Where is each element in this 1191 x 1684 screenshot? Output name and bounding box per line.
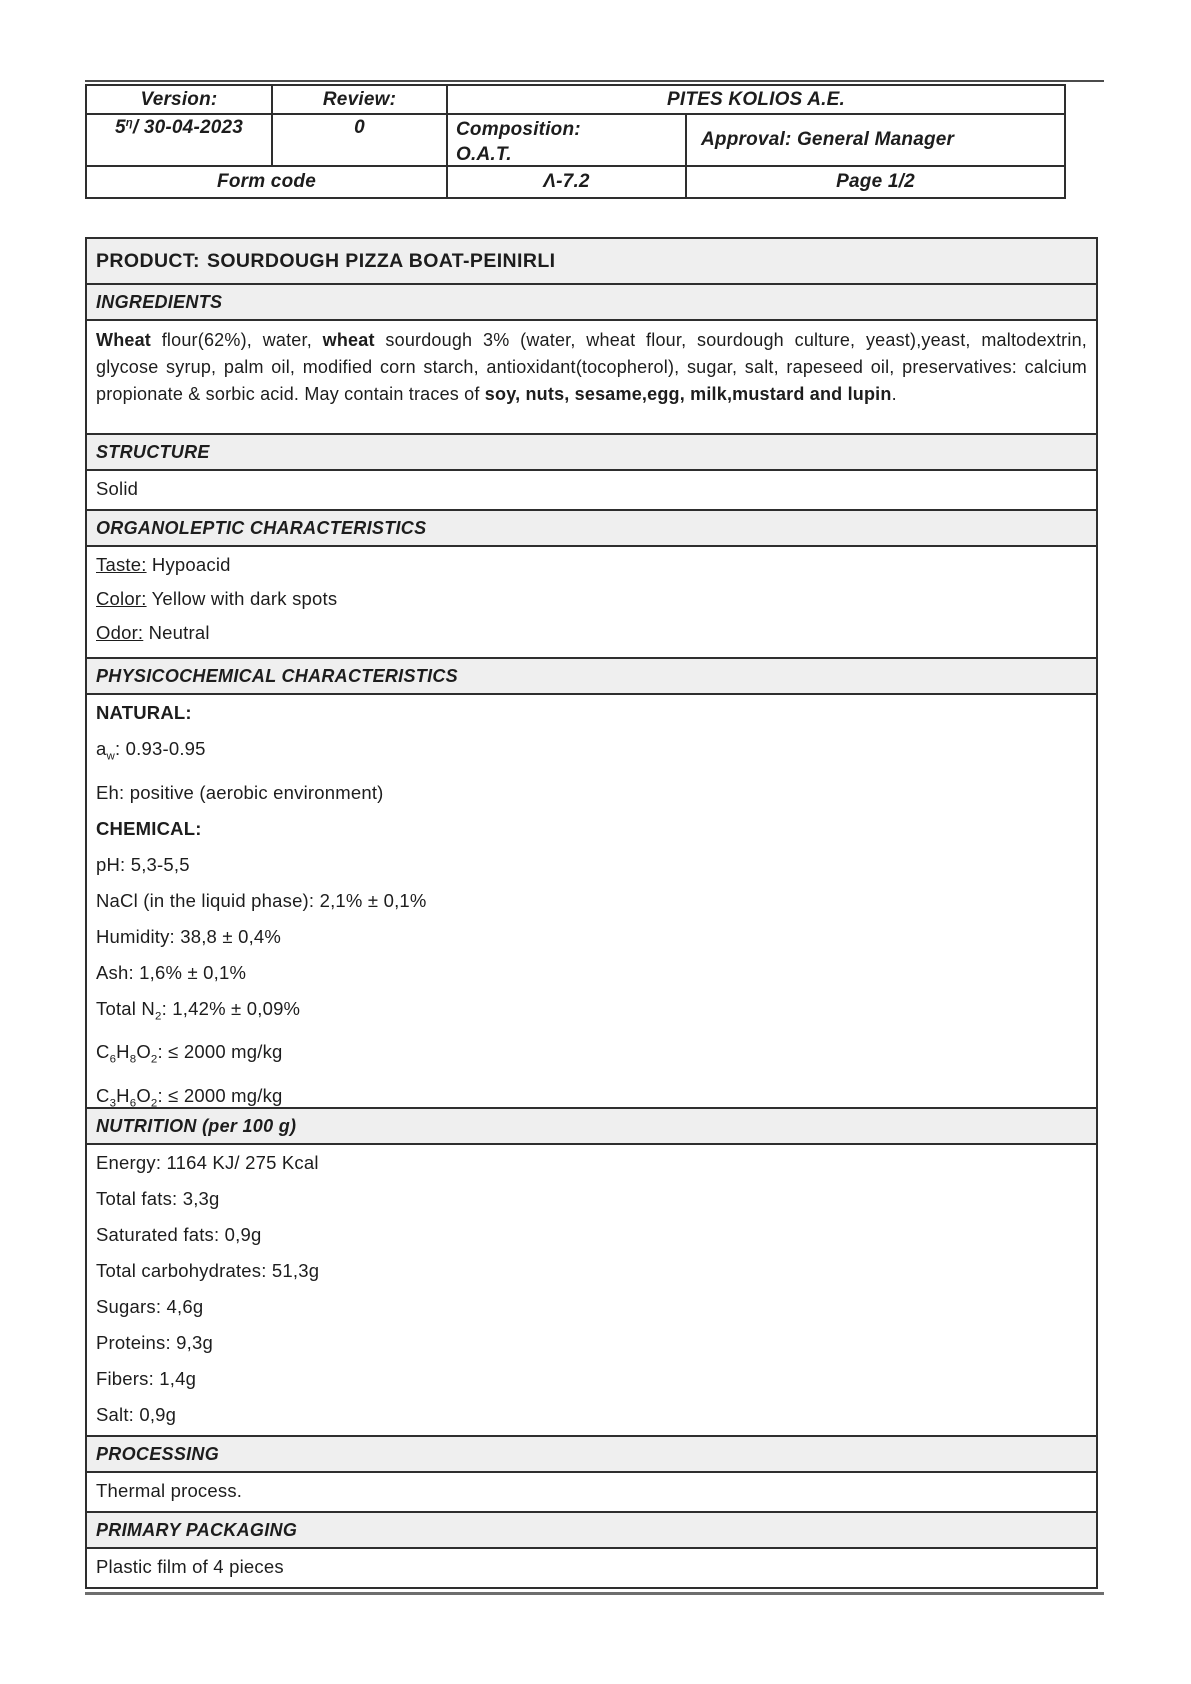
product-label: PRODUCT: bbox=[96, 249, 200, 272]
text-segment: Wheat bbox=[96, 330, 151, 350]
text-segment: 6 bbox=[109, 1054, 117, 1067]
text-line bbox=[96, 855, 1086, 875]
section-header-structure: STRUCTURE bbox=[87, 433, 1096, 469]
text-segment: Total N bbox=[96, 997, 155, 1019]
text-line bbox=[96, 1042, 1086, 1070]
text-line bbox=[96, 1333, 1086, 1353]
text-segment: C bbox=[96, 1085, 110, 1107]
text-segment: Thermal process. bbox=[96, 1480, 243, 1501]
text-segment: 5 bbox=[114, 117, 126, 138]
text-line bbox=[96, 703, 1086, 723]
text-segment: Proteins: 9,3g bbox=[96, 1332, 213, 1353]
text-line bbox=[96, 1481, 1086, 1501]
product-name: SOURDOUGH PIZZA BOAT-PEINIRLI bbox=[206, 249, 556, 272]
text-segment: O bbox=[136, 1041, 151, 1063]
text-line bbox=[96, 1557, 1086, 1577]
text-segment: Yellow with dark spots bbox=[146, 588, 338, 609]
text-segment: Saturated fats: 0,9g bbox=[96, 1224, 262, 1245]
text-segment: H bbox=[116, 1041, 130, 1063]
text-segment: soy, nuts, sesame,egg, milk,mustard and lupin bbox=[484, 384, 892, 404]
text-segment: 8 bbox=[129, 1054, 137, 1067]
text-line bbox=[96, 555, 1086, 575]
text-segment: 3 bbox=[109, 1097, 117, 1107]
text-line bbox=[96, 1225, 1086, 1245]
text-segment: a bbox=[96, 738, 107, 759]
text-segment: Odor: bbox=[96, 622, 144, 643]
text-line bbox=[96, 1189, 1086, 1209]
text-segment: NATURAL: bbox=[96, 702, 192, 723]
version-value bbox=[87, 115, 273, 167]
review-value: 0 bbox=[273, 115, 448, 167]
text-segment: w bbox=[106, 750, 115, 763]
text-segment: : 0.93-0.95 bbox=[114, 738, 206, 759]
nutrition-text bbox=[87, 1143, 1096, 1435]
text-segment: NaCl (in the liquid phase): 2,1% ± 0,1% bbox=[96, 889, 427, 911]
approval-value: Approval: General Manager bbox=[687, 115, 1064, 167]
text-segment: Eh: positive (aerobic environment) bbox=[96, 781, 384, 803]
text-segment: Total fats: 3,3g bbox=[96, 1188, 220, 1209]
form-header-table bbox=[85, 84, 1066, 199]
form-code-value: Λ-7.2 bbox=[448, 167, 687, 197]
text-segment: Fibers: 1,4g bbox=[96, 1368, 197, 1389]
top-frame-rule bbox=[85, 80, 1104, 82]
text-line bbox=[96, 783, 1086, 803]
text-segment: Hypoacid bbox=[146, 554, 231, 575]
text-line bbox=[96, 1297, 1086, 1317]
text-segment: : 1,42% ± 0,09% bbox=[161, 997, 301, 1019]
page-number: Page 1/2 bbox=[836, 171, 915, 192]
text-line bbox=[96, 1405, 1086, 1425]
product-spec-table bbox=[85, 237, 1098, 1589]
composition-value bbox=[448, 115, 687, 167]
section-header-organoleptic: ORGANOLEPTIC CHARACTERISTICS bbox=[87, 509, 1096, 545]
text-line bbox=[96, 479, 1086, 499]
text-segment: 2 bbox=[150, 1054, 158, 1067]
structure-text bbox=[87, 469, 1096, 509]
bottom-frame-rule bbox=[85, 1592, 1104, 1595]
text-segment: Sugars: 4,6g bbox=[96, 1296, 204, 1317]
text-segment: Color: bbox=[96, 588, 147, 609]
form-code-label: Form code bbox=[87, 167, 448, 197]
text-segment: Taste: bbox=[96, 554, 147, 575]
organoleptic-text bbox=[87, 545, 1096, 657]
text-segment: : ≤ 2000 mg/kg bbox=[157, 1085, 283, 1107]
product-row bbox=[87, 239, 1096, 283]
version-label: Version: bbox=[87, 86, 273, 115]
text-line bbox=[96, 589, 1086, 609]
text-segment: Salt: 0,9g bbox=[96, 1404, 177, 1425]
text-segment: Ash: 1,6% ± 0,1% bbox=[96, 961, 247, 983]
text-line bbox=[96, 927, 1086, 947]
text-segment: wheat bbox=[322, 330, 375, 350]
text-line bbox=[96, 999, 1086, 1027]
physicochemical-text bbox=[87, 693, 1096, 1107]
text-line bbox=[96, 1086, 1086, 1107]
composition-line-1: Composition: bbox=[456, 119, 581, 140]
text-line bbox=[96, 623, 1086, 643]
text-line bbox=[96, 963, 1086, 983]
text-line bbox=[96, 819, 1086, 839]
text-segment: Plastic film of 4 pieces bbox=[96, 1556, 284, 1577]
text-segment: η bbox=[125, 117, 133, 129]
text-segment: H bbox=[116, 1085, 130, 1107]
text-segment: : ≤ 2000 mg/kg bbox=[157, 1041, 283, 1063]
composition-line-2: O.A.T. bbox=[456, 144, 512, 165]
text-segment: CHEMICAL: bbox=[96, 817, 202, 839]
text-segment: Humidity: 38,8 ± 0,4% bbox=[96, 925, 282, 947]
text-line bbox=[96, 1369, 1086, 1389]
text-segment: Neutral bbox=[143, 622, 210, 643]
section-header-primary-packaging: PRIMARY PACKAGING bbox=[87, 1511, 1096, 1547]
section-header-processing: PROCESSING bbox=[87, 1435, 1096, 1471]
company-name: PITES KOLIOS A.E. bbox=[448, 86, 1064, 115]
section-header-nutrition: NUTRITION (per 100 g) bbox=[87, 1107, 1096, 1143]
section-header-ingredients: INGREDIENTS bbox=[87, 283, 1096, 319]
text-line bbox=[96, 739, 1086, 767]
text-segment: Energy: 1164 KJ/ 275 Kcal bbox=[96, 1152, 319, 1173]
text-segment: 6 bbox=[129, 1097, 137, 1107]
section-header-physicochemical: PHYSICOCHEMICAL CHARACTERISTICS bbox=[87, 657, 1096, 693]
text-segment: Solid bbox=[96, 478, 139, 499]
processing-text bbox=[87, 1471, 1096, 1511]
review-label: Review: bbox=[273, 86, 448, 115]
text-segment: / 30-04-2023 bbox=[132, 117, 244, 138]
text-segment: . bbox=[891, 384, 897, 404]
primary-packaging-text bbox=[87, 1547, 1096, 1587]
text-segment: 2 bbox=[150, 1097, 158, 1107]
text-line bbox=[96, 1153, 1086, 1173]
text-segment: 2 bbox=[154, 1010, 162, 1023]
text-segment: pH: 5,3-5,5 bbox=[96, 853, 190, 875]
text-line bbox=[96, 1261, 1086, 1281]
text-segment: C bbox=[96, 1041, 110, 1063]
text-line bbox=[96, 891, 1086, 911]
text-segment: sourdough 3% (water, wheat flour, sourdough culture, yeast),yeast, maltodextrin, glycose syrup, palm oil, modified corn starch, antioxidant(tocopherol), sugar, salt, rapeseed oil, preservatives: calcium propionate & sorbic acid. May contain traces of bbox=[96, 330, 1087, 404]
text-segment: O bbox=[136, 1085, 151, 1107]
text-segment: Total carbohydrates: 51,3g bbox=[96, 1260, 320, 1281]
ingredients-text bbox=[87, 319, 1096, 433]
text-segment: flour(62%), water, bbox=[151, 330, 323, 350]
